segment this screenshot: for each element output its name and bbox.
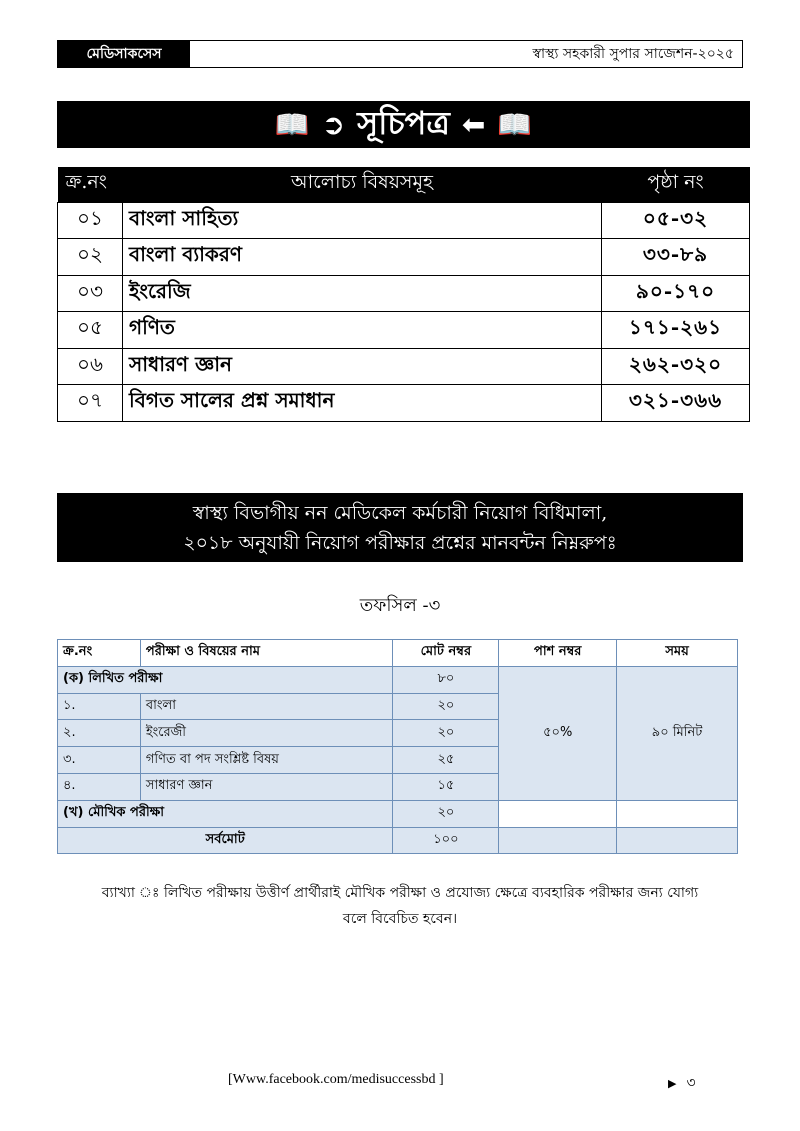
serial-cell: ০৫ [58, 312, 123, 349]
index-banner [57, 101, 750, 148]
serial-cell: ০২ [58, 239, 123, 276]
page-cell: ২৬২-৩২০ [602, 348, 750, 385]
written-exam-label: (ক) লিখিত পরীক্ষা [58, 666, 393, 693]
marks-cell: ২০ [393, 720, 499, 747]
serial-cell: ০৭ [58, 385, 123, 422]
index-header-row [58, 167, 750, 202]
time-cell: ৯০ মিনিট [617, 666, 738, 800]
book-icon: 📖 [274, 107, 310, 141]
serial-cell: ১. [58, 693, 141, 720]
grand-total-row [58, 827, 738, 854]
serial-cell: ৪. [58, 773, 141, 800]
empty-cell [617, 827, 738, 854]
grand-total: ১০০ [393, 827, 499, 854]
grand-total-label: সর্বমোট [58, 827, 393, 854]
col-pass-marks: পাশ নম্বর [499, 640, 617, 667]
note-line: ব্যাখ্যা ঃ লিখিত পরীক্ষায় উত্তীর্ণ প্রার্থীরাই মৌখিক পরীক্ষা ও প্রযোজ্য ক্ষেত্রে ব্যবহারিক পরীক্ষার জন্য যোগ্য [101, 885, 699, 901]
subject-cell: বাংলা [140, 693, 393, 720]
page-cell: ৩৩-৮৯ [602, 239, 750, 276]
arrow-right-icon: ➲ [321, 107, 346, 141]
page-cell: ০৫-৩২ [602, 202, 750, 239]
note-line: বলে বিবেচিত হবেন। [342, 911, 458, 927]
written-total: ৮০ [393, 666, 499, 693]
page-cell: ৩২১-৩৬৬ [602, 385, 750, 422]
col-exam-name: পরীক্ষা ও বিষয়ের নাম [140, 640, 393, 667]
oral-exam-label: (খ) মৌখিক পরীক্ষা [58, 800, 393, 827]
facebook-link[interactable]: [Www.facebook.com/medisuccessbd ] [228, 1072, 444, 1087]
page-cell: ১৭১-২৬১ [602, 312, 750, 349]
subject-cell: বিগত সালের প্রশ্ন সমাধান [123, 385, 602, 422]
triangle-right-icon: ▶ [668, 1076, 677, 1090]
serial-cell: ০৬ [58, 348, 123, 385]
written-exam-row [58, 666, 738, 693]
marks-cell: ২০ [393, 693, 499, 720]
index-row [58, 385, 750, 422]
index-row [58, 275, 750, 312]
serial-cell: ০৩ [58, 275, 123, 312]
rules-line: স্বাস্থ্য বিভাগীয় নন মেডিকেল কর্মচারী নিয়োগ বিধিমালা, [192, 501, 608, 524]
oral-exam-row [58, 800, 738, 827]
index-row [58, 348, 750, 385]
subject-cell: গণিত [123, 312, 602, 349]
schedule-heading: তফসিল -৩ [359, 595, 441, 616]
marks-table [57, 639, 738, 854]
col-page: পৃষ্ঠা নং [602, 167, 750, 202]
oral-total: ২০ [393, 800, 499, 827]
book-title: স্বাস্থ্য সহকারী সুপার সাজেশন-২০২৫ [532, 46, 734, 62]
serial-cell: ৩. [58, 747, 141, 774]
marks-cell: ২৫ [393, 747, 499, 774]
page-cell: ৯০-১৭০ [602, 275, 750, 312]
index-row [58, 202, 750, 239]
page-number [668, 1071, 696, 1095]
empty-cell [617, 800, 738, 827]
arrow-left-icon: ⬅ [461, 107, 486, 141]
brand-label: মেডিসাকসেস [58, 41, 190, 67]
rules-line: ২০১৮ অনুযায়ী নিয়োগ পরীক্ষার প্রশ্নের মানবন্টন নিম্নরুপঃ [183, 531, 617, 554]
index-row [58, 312, 750, 349]
empty-cell [499, 827, 617, 854]
page-number-value: ৩ [686, 1075, 696, 1091]
empty-cell [499, 800, 617, 827]
pass-marks-cell: ৫০% [499, 666, 617, 800]
serial-cell: ০১ [58, 202, 123, 239]
subject-cell: ইংরেজি [123, 275, 602, 312]
col-serial: ক্র.নং [58, 167, 123, 202]
col-total-marks: মোট নম্বর [393, 640, 499, 667]
col-subject: আলোচ্য বিষয়সমূহ [123, 167, 602, 202]
subject-cell: গণিত বা পদ সংশ্লিষ্ট বিষয় [140, 747, 393, 774]
index-table [57, 167, 750, 422]
subject-cell: সাধারণ জ্ঞান [140, 773, 393, 800]
marks-cell: ১৫ [393, 773, 499, 800]
subject-cell: ইংরেজী [140, 720, 393, 747]
serial-cell: ২. [58, 720, 141, 747]
page-header [57, 40, 743, 68]
marks-header-row [58, 640, 738, 667]
col-serial: ক্র.নং [58, 640, 141, 667]
explanation-note [60, 880, 740, 932]
book-icon: 📖 [497, 107, 533, 141]
index-row [58, 239, 750, 276]
subject-cell: সাধারণ জ্ঞান [123, 348, 602, 385]
subject-cell: বাংলা ব্যাকরণ [123, 239, 602, 276]
col-time: সময় [617, 640, 738, 667]
index-title: সূচিপত্র [357, 103, 450, 142]
rules-banner [57, 493, 743, 562]
subject-cell: বাংলা সাহিত্য [123, 202, 602, 239]
